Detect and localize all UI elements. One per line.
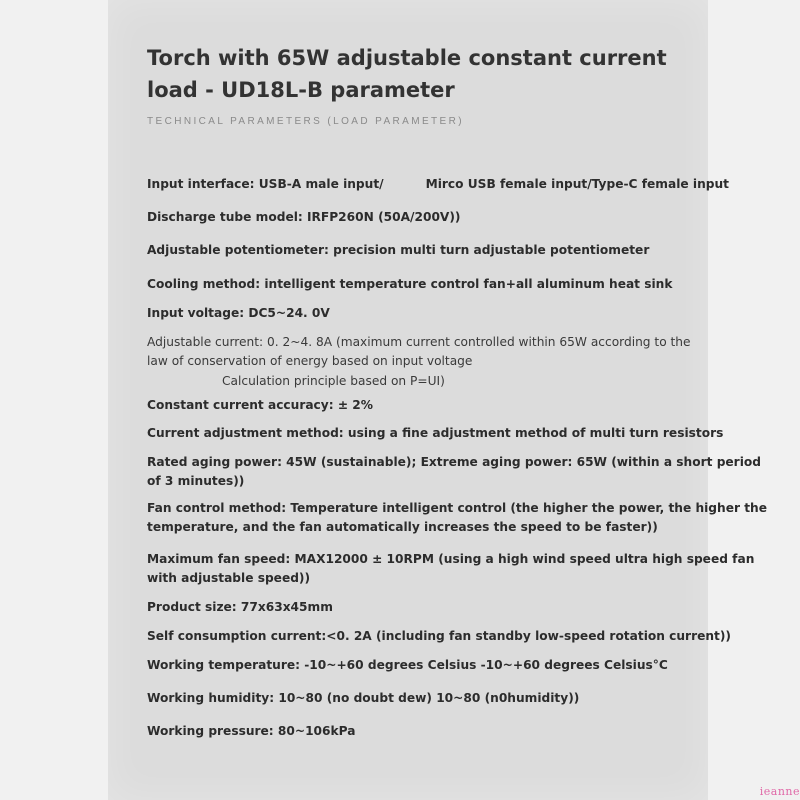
param-constant-current-accuracy: Constant current accuracy: ± 2% — [147, 398, 373, 412]
param-fan-control-line1: Fan control method: Temperature intelligent control (the higher the power, the higher the — [147, 501, 767, 515]
param-adjustable-current-line1: Adjustable current: 0. 2~4. 8A (maximum current controlled within 65W according to the — [147, 335, 691, 349]
param-potentiometer: Adjustable potentiometer: precision multi turn adjustable potentiometer — [147, 243, 650, 257]
param-fan-control-line2: temperature, and the fan automatically increases the speed to be faster)) — [147, 520, 658, 534]
param-aging-power-line1: Rated aging power: 45W (sustainable); Extreme aging power: 65W (within a short period — [147, 455, 761, 469]
param-product-size: Product size: 77x63x45mm — [147, 600, 333, 614]
param-input-voltage: Input voltage: DC5~24. 0V — [147, 306, 330, 320]
page-title: Torch with 65W adjustable constant current load - UD18L-B parameter — [147, 46, 667, 102]
param-input-interface-part-a: Input interface: USB-A male input/ — [147, 177, 384, 191]
param-input-interface — [147, 176, 729, 193]
param-max-fan-speed-line2: with adjustable speed)) — [147, 571, 311, 585]
page-subtitle: TECHNICAL PARAMETERS (LOAD PARAMETER) — [147, 116, 464, 127]
param-cooling-method: Cooling method: intelligent temperature control fan+all aluminum heat sink — [147, 277, 673, 291]
param-aging-power-line2: of 3 minutes)) — [147, 474, 245, 488]
param-max-fan-speed-line1: Maximum fan speed: MAX12000 ± 10RPM (using a high wind speed ultra high speed fan — [147, 552, 755, 566]
watermark-text: ieanne — [759, 785, 800, 798]
param-working-pressure: Working pressure: 80~106kPa — [147, 724, 356, 738]
param-adjustable-current-line2: law of conservation of energy based on input voltage — [147, 354, 473, 368]
param-input-interface-part-b: Mirco USB female input/Type-C female input — [425, 177, 729, 191]
param-discharge-tube: Discharge tube model: IRFP260N (50A/200V)) — [147, 210, 461, 224]
param-adjustable-current-line3-text: Calculation principle based on P=UI) — [222, 374, 445, 388]
param-working-humidity: Working humidity: 10~80 (no doubt dew) 10~80 (n0humidity)) — [147, 691, 580, 705]
param-working-temperature: Working temperature: -10~+60 degrees Celsius -10~+60 degrees Celsius°C — [147, 658, 668, 672]
param-self-consumption-current: Self consumption current:<0. 2A (including fan standby low-speed rotation current)) — [147, 629, 731, 643]
param-current-adjustment-method: Current adjustment method: using a fine adjustment method of multi turn resistors — [147, 426, 724, 440]
param-adjustable-current-line3 — [147, 373, 707, 390]
